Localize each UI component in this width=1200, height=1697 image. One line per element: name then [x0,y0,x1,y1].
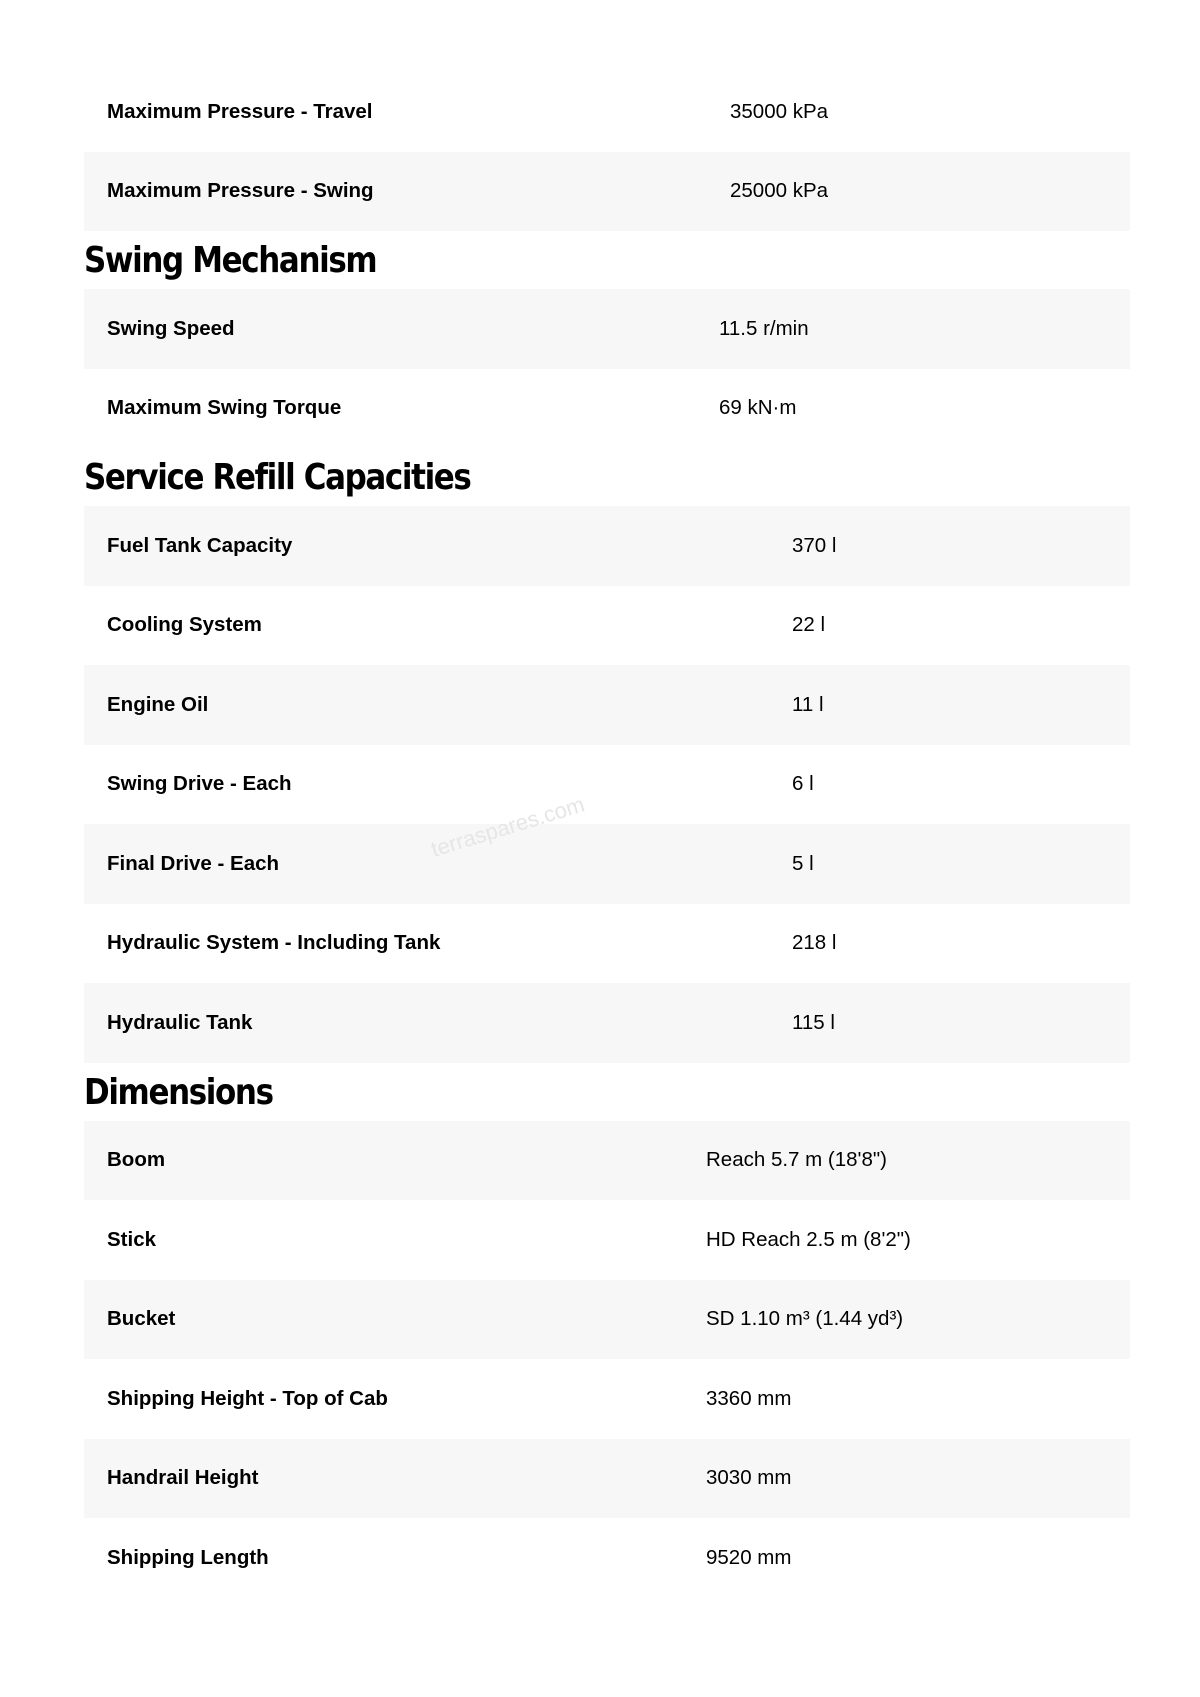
spec-value: 5 l [792,851,814,875]
spec-label: Shipping Height - Top of Cab [107,1386,388,1410]
spec-label: Stick [107,1227,156,1251]
watermark: terraspares.com [428,791,588,862]
spec-label: Maximum Pressure - Swing [107,179,374,203]
table-row [84,1439,1130,1519]
table-row [84,289,1130,369]
spec-page [84,72,1130,1598]
table-row [84,1518,1130,1598]
table-row [84,369,1130,449]
spec-label: Fuel Tank Capacity [107,533,293,557]
spec-value: 3030 mm [706,1466,792,1490]
spec-label: Bucket [107,1307,176,1331]
spec-value: 9520 mm [706,1545,792,1569]
table-row [84,745,1130,825]
spec-value: HD Reach 2.5 m (8'2") [706,1227,911,1251]
spec-label: Maximum Pressure - Travel [107,99,373,123]
spec-value: Reach 5.7 m (18'8") [706,1148,887,1172]
spec-label: Hydraulic System - Including Tank [107,931,441,955]
table-row [84,904,1130,984]
spec-value: 218 l [792,931,837,955]
spec-value: 25000 kPa [730,179,829,203]
swing-table [84,289,1130,448]
spec-label: Swing Speed [107,316,235,340]
refill-table [84,506,1130,1063]
section-title-dimensions: Dimensions [84,1071,273,1113]
table-row [84,665,1130,745]
table-row [84,1200,1130,1280]
spec-label: Boom [107,1148,166,1172]
table-row [84,72,1130,152]
spec-label: Engine Oil [107,692,209,716]
spec-value: 115 l [792,1010,835,1034]
table-row [84,983,1130,1063]
spec-label: Shipping Length [107,1545,269,1569]
spec-label: Maximum Swing Torque [107,396,342,420]
spec-value: 22 l [792,613,826,637]
table-row [84,824,1130,904]
spec-value: 69 kN·m [719,396,797,420]
section-title-refill: Service Refill Capacities [84,457,471,498]
table-row [84,1121,1130,1201]
table-row [84,152,1130,232]
spec-label: Handrail Height [107,1466,259,1490]
spec-value: 370 l [792,533,837,557]
hydraulics-table [84,72,1130,231]
spec-label: Hydraulic Tank [107,1010,253,1034]
spec-value: 11.5 r/min [719,316,809,340]
spec-label: Swing Drive - Each [107,772,292,796]
spec-value: 11 l [792,692,824,716]
section-title-swing: Swing Mechanism [84,240,377,281]
dimensions-table [84,1121,1130,1598]
table-row [84,586,1130,666]
spec-value: SD 1.10 m³ (1.44 yd³) [706,1307,904,1331]
spec-value: 3360 mm [706,1386,792,1410]
spec-value: 35000 kPa [730,99,829,123]
spec-label: Cooling System [107,613,262,637]
table-row [84,506,1130,586]
spec-value: 6 l [792,772,814,796]
table-row [84,1359,1130,1439]
table-row [84,1280,1130,1360]
spec-label: Final Drive - Each [107,851,280,875]
